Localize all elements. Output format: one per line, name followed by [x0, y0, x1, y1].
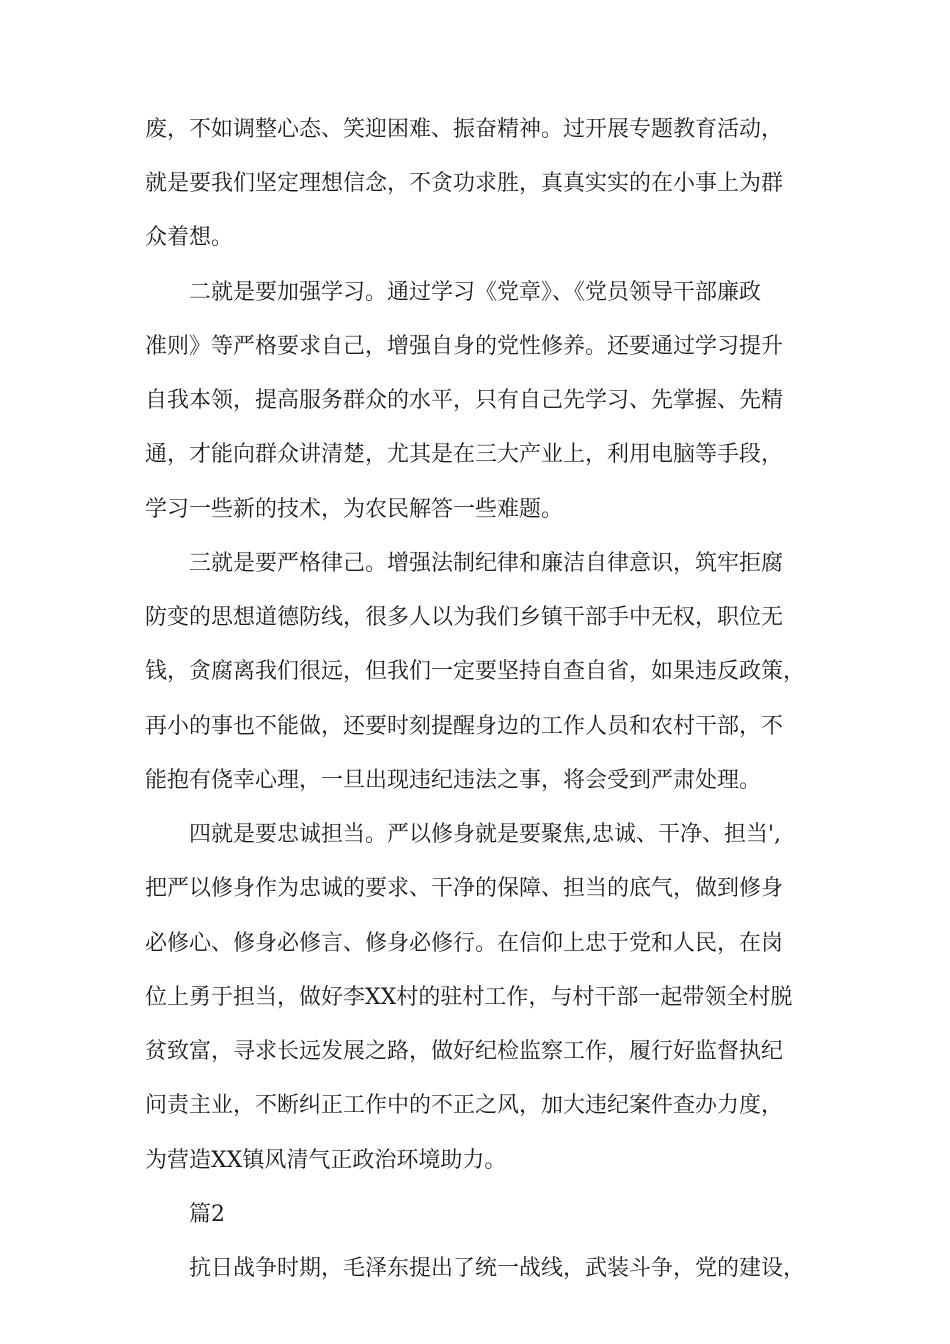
text-line-17: 位上勇于担当，做好李XX村的驻村工作，与村干部一起带领全村脱 [145, 985, 793, 1010]
text-line-14: 四就是要忠诚担当。严以修身就是要聚焦,忠诚、干净、担当', [189, 822, 782, 847]
text-line-6: 自我本领，提高服务群众的水平，只有自己先学习、先掌握、先精 [145, 388, 784, 413]
text-line-15: 把严以修身作为忠诚的要求、干净的保障、担当的底气，做到修身 [145, 876, 784, 901]
text-line-20: 为营造XX镇风清气正政治环境助力。 [145, 1148, 507, 1173]
text-line-12: 再小的事也不能做，还要时刻提醒身边的工作人员和农村干部，不 [145, 714, 784, 739]
text-line-19: 问责主业，不断纠正工作中的不正之风，加大违纪案件查办力度， [145, 1093, 784, 1118]
text-line-4: 二就是要加强学习。通过学习《党章》、《党员领导干部廉政 [189, 280, 762, 305]
section-heading: 篇2 [189, 1202, 225, 1227]
text-line-8: 学习一些新的技术，为农民解答一些难题。 [145, 497, 564, 522]
text-line-7: 通，才能向群众讲清楚，尤其是在三大产业上，利用电脑等手段， [145, 442, 784, 467]
text-line-5: 准则》等严格要求自己，增强自身的党性修养。还要通过学习提升 [145, 334, 784, 359]
text-line-10: 防变的思想道德防线，很多人以为我们乡镇干部手中无权，职位无 [145, 605, 784, 630]
text-line-13: 能抱有侥幸心理，一旦出现违纪违法之事，将会受到严肃处理。 [145, 768, 762, 793]
text-line-1: 废，不如调整心态、笑迎困难、振奋精神。过开展专题教育活动， [145, 117, 784, 142]
text-line-2: 就是要我们坚定理想信念，不贪功求胜，真真实实的在小事上为群 [145, 171, 784, 196]
text-line-9: 三就是要严格律己。增强法制纪律和廉洁自律意识，筑牢拒腐 [189, 551, 784, 576]
text-line-3: 众着想。 [145, 225, 234, 250]
text-line-11: 钱，贪腐离我们很远，但我们一定要坚持自查自省，如果违反政策， [145, 659, 806, 684]
text-line-18: 贫致富，寻求长远发展之路，做好纪检监察工作，履行好监督执纪 [145, 1039, 784, 1064]
text-line-16: 必修心、修身必修言、修身必修行。在信仰上忠于党和人民，在岗 [145, 931, 784, 956]
text-line-22: 抗日战争时期，毛泽东提出了统一战线，武装斗争，党的建设， [189, 1256, 806, 1281]
